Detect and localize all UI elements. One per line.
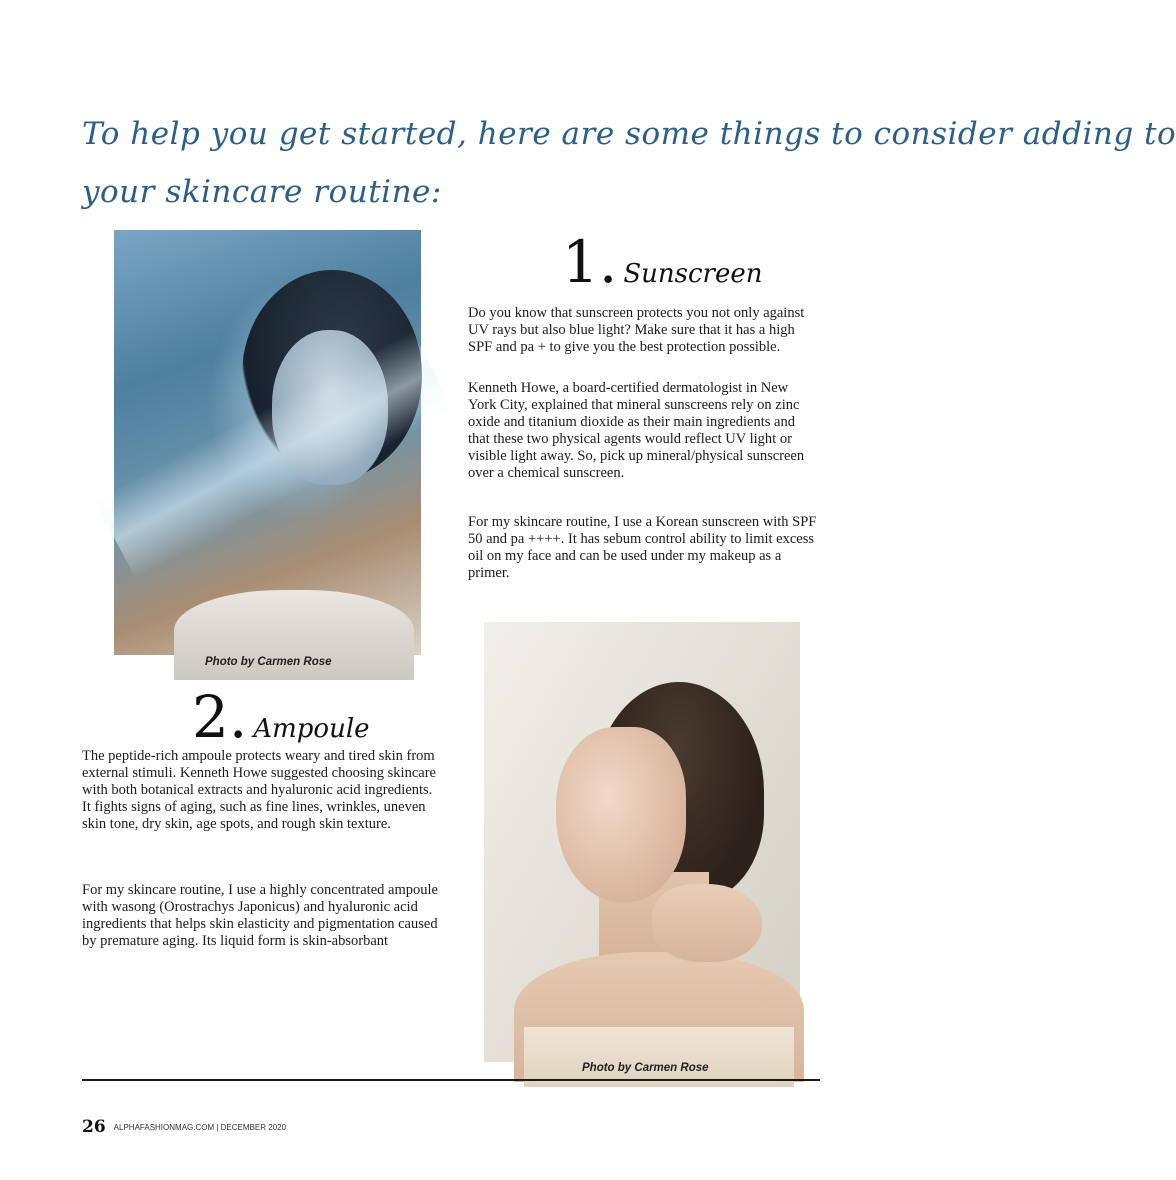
headline-line-2: your skincare routine: (82, 174, 442, 210)
photo-caption-1: Photo by Carmen Rose (205, 656, 332, 668)
section-heading-ampoule (192, 683, 370, 751)
photo2-hand (652, 884, 762, 962)
section-title-sunscreen: Sunscreen (623, 259, 763, 289)
sunscreen-paragraph-2: Kenneth Howe, a board-certified dermatologist in New York City, explained that mineral sunscreens rely on zinc oxide and titanium dioxide as their main ingredients and that these two physical agents would reflect UV light or visible light away. So, pick up mineral/physical sunscreen over a chemical sunscreen. (468, 380, 805, 481)
section-number-1: 1. (562, 228, 618, 296)
photo-model-profile (484, 622, 800, 1062)
footer-text: ALPHAFASHIONMAG.COM | DECEMBER 2020 (113, 1123, 287, 1132)
photo-model-glass (114, 230, 421, 655)
sunscreen-paragraph-1: Do you know that sunscreen protects you not only against UV rays but also blue light? Make sure that it has a high SPF and pa + to give you the best protection possible. (468, 305, 805, 355)
section-heading-sunscreen (562, 228, 763, 296)
headline-line-1: To help you get started, here are some things to consider adding to (82, 116, 1176, 152)
footer-divider (82, 1079, 820, 1081)
footer (82, 1117, 286, 1137)
photo-caption-2: Photo by Carmen Rose (582, 1062, 709, 1074)
ampoule-paragraph-2: For my skincare routine, I use a highly concentrated ampoule with wasong (Orostrachys Japonicus) and hyaluronic acid ingredients that helps skin elasticity and pigmentation caused by premature aging. Its liquid form is skin-absorbant (82, 882, 438, 949)
section-number-2: 2. (192, 683, 248, 751)
sunscreen-paragraph-3: For my skincare routine, I use a Korean sunscreen with SPF 50 and pa ++++. It has sebum control ability to limit excess oil on my face and can be used under my makeup as a primer. (468, 514, 817, 581)
photo2-slip (524, 1027, 794, 1087)
page-number: 26 (82, 1117, 106, 1137)
ampoule-paragraph-1: The peptide-rich ampoule protects weary and tired skin from external stimuli. Kenneth Howe suggested choosing skincare with both botanical extracts and hyaluronic acid ingredients. It fights signs of aging, such as fine lines, wrinkles, uneven skin tone, dry skin, age spots, and rough skin texture. (82, 748, 436, 832)
photo2-face (556, 727, 686, 902)
section-title-ampoule: Ampoule (253, 714, 370, 744)
